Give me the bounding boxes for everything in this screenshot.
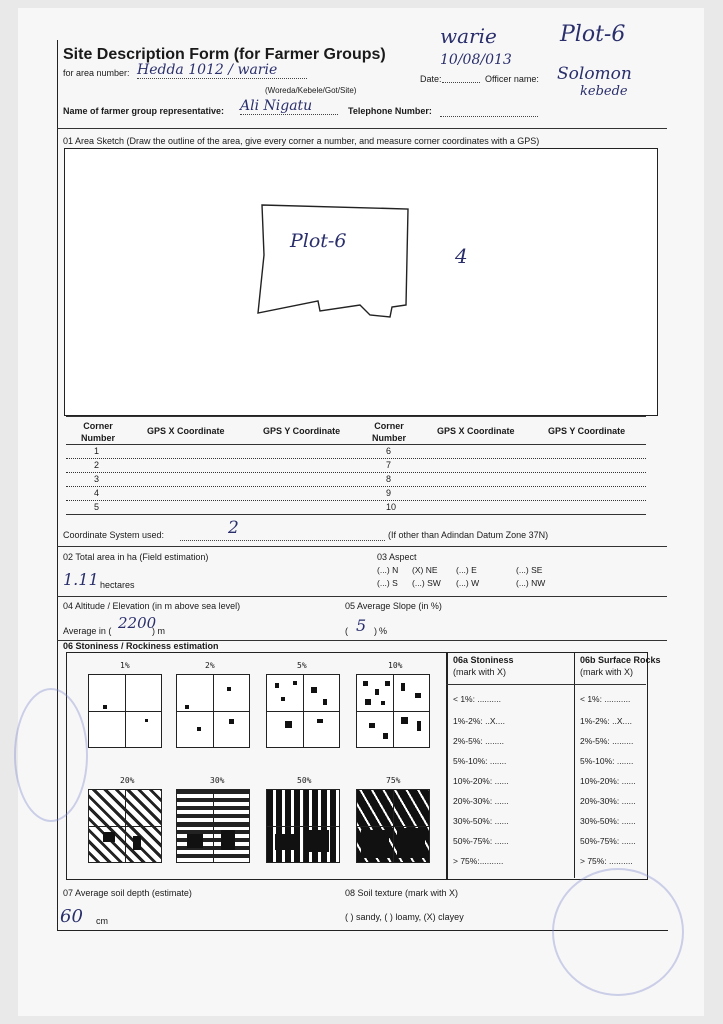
stoniness-a-sub: (mark with X) bbox=[453, 667, 507, 677]
stone-pct-5: 5% bbox=[297, 661, 307, 670]
phone-field[interactable] bbox=[440, 116, 538, 117]
gps-header-y-2: GPS Y Coordinate bbox=[548, 426, 626, 436]
altitude-value[interactable]: 2200 bbox=[118, 614, 157, 632]
coord-system-field[interactable] bbox=[180, 540, 385, 541]
stone-pct-20: 20% bbox=[120, 776, 135, 785]
stoniness-a-opt[interactable]: 30%-50%: ...... bbox=[453, 816, 509, 826]
form-title: Site Description Form (for Farmer Groups) bbox=[63, 46, 386, 63]
woreda-hint: (Woreda/Kebele/Got/Site) bbox=[265, 86, 357, 95]
stoniness-b-opt[interactable]: 5%-10%: ....... bbox=[580, 756, 634, 766]
soil-texture-label: 08 Soil texture (mark with X) bbox=[345, 888, 459, 898]
stoniness-a-opt[interactable]: < 1%: .......... bbox=[453, 694, 501, 704]
stoniness-b-opt[interactable]: 30%-50%: ...... bbox=[580, 816, 636, 826]
stone-sample-20 bbox=[88, 789, 162, 863]
aspect-sw[interactable]: (...) SW bbox=[412, 578, 441, 588]
aspect-se[interactable]: (...) SE bbox=[516, 565, 543, 575]
table-row[interactable]: 5 10 bbox=[94, 502, 397, 512]
stoniness-label: 06 Stoniness / Rockiness estimation bbox=[63, 641, 219, 651]
gps-header-corner-2: Corner Number bbox=[371, 421, 406, 443]
aspect-w[interactable]: (...) W bbox=[456, 578, 480, 588]
stone-pct-75: 75% bbox=[386, 776, 401, 785]
total-area-unit: hectares bbox=[100, 580, 135, 590]
altitude-label: 04 Altitude / Elevation (in m above sea level) bbox=[63, 601, 241, 611]
soil-depth-label: 07 Average soil depth (estimate) bbox=[63, 888, 192, 898]
total-area-value[interactable]: 1.11 bbox=[63, 570, 99, 589]
total-area-label: 02 Total area in ha (Field estimation) bbox=[63, 552, 209, 562]
stoniness-a-title: 06a Stoniness bbox=[453, 655, 514, 665]
stoniness-b-sub: (mark with X) bbox=[580, 667, 634, 677]
table-row[interactable]: 4 9 bbox=[94, 488, 392, 498]
altitude-prefix: Average in ( bbox=[63, 626, 112, 636]
top-note: warie bbox=[440, 24, 497, 48]
plot-outline bbox=[240, 195, 430, 335]
area-number-field[interactable]: Hedda 1012 / warie bbox=[137, 62, 307, 79]
officer-field[interactable]: Solomon bbox=[557, 64, 632, 84]
table-row[interactable]: 3 8 bbox=[94, 474, 392, 484]
table-row[interactable]: 2 7 bbox=[94, 460, 392, 470]
aspect-nw[interactable]: (...) NW bbox=[516, 578, 546, 588]
aspect-n[interactable]: (...) N bbox=[377, 565, 399, 575]
stamp-left bbox=[14, 688, 88, 822]
sketch-section-label: 01 Area Sketch (Draw the outline of the area, give every corner a number, and measure corner coordinates with a GPS) bbox=[63, 136, 540, 146]
plot-number-header: Plot-6 bbox=[560, 22, 626, 47]
aspect-label: 03 Aspect bbox=[377, 552, 417, 562]
coord-system-label: Coordinate System used: bbox=[63, 530, 165, 540]
soil-depth-value[interactable]: 60 bbox=[60, 906, 83, 927]
stoniness-a-opt[interactable]: 1%-2%: ..X.... bbox=[453, 716, 505, 726]
phone-label: Telephone Number: bbox=[348, 106, 432, 116]
slope-label: 05 Average Slope (in %) bbox=[345, 601, 442, 611]
officer-field-2: kebede bbox=[580, 84, 628, 99]
stoniness-b-title: 06b Surface Rocks bbox=[580, 655, 661, 665]
stone-sample-1 bbox=[88, 674, 162, 748]
stone-sample-2 bbox=[176, 674, 250, 748]
aspect-e[interactable]: (...) E bbox=[456, 565, 477, 575]
stoniness-a-opt[interactable]: 5%-10%: ....... bbox=[453, 756, 507, 766]
stoniness-b-opt[interactable]: 2%-5%: ......... bbox=[580, 736, 634, 746]
stoniness-a-opt[interactable]: 2%-5%: ........ bbox=[453, 736, 505, 746]
stoniness-b-opt[interactable]: > 75%: .......... bbox=[580, 856, 633, 866]
coord-system-value: 2 bbox=[228, 518, 239, 538]
soil-depth-unit: cm bbox=[96, 916, 108, 926]
stone-sample-50 bbox=[266, 789, 340, 863]
stoniness-b-opt[interactable]: 10%-20%: ...... bbox=[580, 776, 636, 786]
gps-header-x-2: GPS X Coordinate bbox=[437, 426, 515, 436]
gps-header-y-1: GPS Y Coordinate bbox=[263, 426, 341, 436]
north-arrow-mark: 4 bbox=[455, 244, 468, 268]
rep-label: Name of farmer group representative: bbox=[63, 106, 225, 116]
stone-sample-10 bbox=[356, 674, 430, 748]
soil-texture-options[interactable]: ( ) sandy, ( ) loamy, (X) clayey bbox=[345, 912, 464, 922]
officer-label: Officer name: bbox=[485, 74, 539, 84]
stone-sample-5 bbox=[266, 674, 340, 748]
date-field[interactable]: 10/08/013 bbox=[440, 52, 512, 68]
stoniness-a-opt[interactable]: 20%-30%: ...... bbox=[453, 796, 509, 806]
stone-sample-30 bbox=[176, 789, 250, 863]
stone-pct-2: 2% bbox=[205, 661, 215, 670]
stone-pct-50: 50% bbox=[297, 776, 312, 785]
stoniness-a-opt[interactable]: 10%-20%: ...... bbox=[453, 776, 509, 786]
gps-header-x-1: GPS X Coordinate bbox=[147, 426, 225, 436]
table-row[interactable]: 1 6 bbox=[94, 446, 392, 456]
coord-system-note: (If other than Adindan Datum Zone 37N) bbox=[388, 530, 549, 540]
gps-header-corner-1: Corner Number bbox=[80, 421, 115, 443]
aspect-ne[interactable]: (X) NE bbox=[412, 565, 438, 575]
slope-unit: % bbox=[379, 626, 388, 636]
date-label: Date: bbox=[420, 74, 442, 84]
area-number-label: for area number: bbox=[63, 68, 130, 78]
stamp-right bbox=[552, 868, 684, 996]
stone-pct-10: 10% bbox=[388, 661, 403, 670]
stoniness-b-opt[interactable]: < 1%: ........... bbox=[580, 694, 631, 704]
stoniness-b-opt[interactable]: 50%-75%: ...... bbox=[580, 836, 636, 846]
slope-value[interactable]: 5 bbox=[356, 616, 367, 635]
altitude-suffix: ) m bbox=[152, 626, 165, 636]
stoniness-a-opt[interactable]: 50%-75%: ...... bbox=[453, 836, 509, 846]
stoniness-a-opt[interactable]: > 75%:.......... bbox=[453, 856, 504, 866]
stoniness-b-opt[interactable]: 20%-30%: ...... bbox=[580, 796, 636, 806]
rep-field[interactable]: Ali Nigatu bbox=[240, 98, 338, 115]
aspect-s[interactable]: (...) S bbox=[377, 578, 398, 588]
stone-pct-30: 30% bbox=[210, 776, 225, 785]
plot-sketch-label: Plot-6 bbox=[290, 230, 347, 252]
stoniness-b-opt[interactable]: 1%-2%: ..X.... bbox=[580, 716, 632, 726]
stone-pct-1: 1% bbox=[120, 661, 130, 670]
stone-sample-75 bbox=[356, 789, 430, 863]
